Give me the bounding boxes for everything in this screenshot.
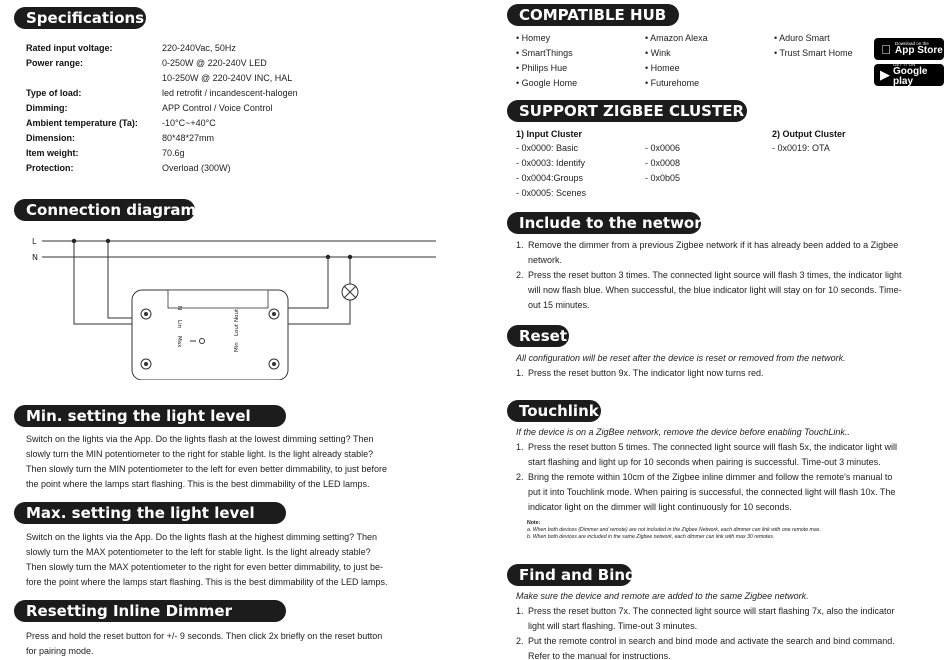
list-line: out 15 minutes. bbox=[528, 300, 590, 310]
hub-item: • Philips Hue bbox=[516, 63, 568, 73]
spec-key: Protection: bbox=[26, 163, 74, 173]
spec-row bbox=[26, 116, 466, 131]
cluster-item: - 0x0003: Identify bbox=[516, 158, 586, 168]
hub-item: • Homee bbox=[645, 63, 680, 73]
list-number: 1. bbox=[516, 442, 524, 452]
text-line: the point where the lamps start flashing. This is the best dimmability of the LED lamps. bbox=[26, 479, 370, 489]
line-l-label: L bbox=[32, 237, 37, 246]
spec-value: 70.6g bbox=[162, 148, 185, 158]
compatible-hub-heading: COMPATIBLE HUB bbox=[507, 4, 679, 26]
list-line: start flashing and light up for 10 seconds when pairing is successful. Time-out 3 minutes. bbox=[528, 457, 881, 467]
text-line: slowly turn the MIN potentiometer to the right for stable light. Is the light already stable? bbox=[26, 449, 374, 459]
spec-key: Dimming: bbox=[26, 103, 68, 113]
specifications-heading: Specifications bbox=[14, 7, 146, 29]
google-play-badge[interactable]: ▶ GET IT ON Google play bbox=[874, 64, 944, 86]
hub-item: • Aduro Smart bbox=[774, 33, 830, 43]
terminal-n-label: N bbox=[176, 306, 182, 311]
terminal-max-label: Max bbox=[176, 336, 182, 348]
cluster-item: - 0x0008 bbox=[645, 158, 681, 168]
terminal-lin-label: Lin bbox=[176, 320, 182, 329]
spec-row bbox=[26, 41, 466, 56]
hub-item: • Google Home bbox=[516, 78, 578, 88]
spec-row bbox=[26, 161, 466, 176]
list-number: 1. bbox=[516, 368, 524, 378]
output-cluster-heading: 2) Output Cluster bbox=[772, 129, 846, 139]
connection-diagram bbox=[28, 230, 468, 380]
find-bind-heading: Find and Bind bbox=[507, 564, 632, 586]
cluster-item: - 0x0004:Groups bbox=[516, 173, 584, 183]
cluster-item: - 0x0006 bbox=[645, 143, 681, 153]
list-number: 1. bbox=[516, 606, 524, 616]
spec-key: Type of load: bbox=[26, 88, 82, 98]
spec-value: 80*48*27mm bbox=[162, 133, 215, 143]
line-n-label: N bbox=[32, 253, 38, 262]
spec-value: 0-250W @ 220-240V LED bbox=[162, 58, 267, 68]
spec-key: Rated input voltage: bbox=[26, 43, 113, 53]
spec-row bbox=[26, 146, 466, 161]
list-line: Press the reset button 5 times. The connected light source will flash 5x, the indicator light will bbox=[528, 442, 898, 452]
spec-row bbox=[26, 56, 466, 71]
touchlink-note: Note: a. When both devices (Dimmer and remote) are not included in the Zigbee Network, each dimmer can link with one remote max. b. When both devices are included in the same Zigbee network, each dimmer can link with max 30 remotes. bbox=[527, 520, 821, 540]
text-line: for pairing mode. bbox=[26, 646, 94, 656]
text-line: Press and hold the reset button for +/- 9 seconds. Then click 2x briefly on the reset button bbox=[26, 631, 383, 641]
list-item bbox=[516, 634, 944, 660]
cluster-item: - 0x0b05 bbox=[645, 173, 681, 183]
google-play-icon: ▶ bbox=[880, 67, 891, 82]
list-line: network. bbox=[528, 255, 563, 265]
spec-row bbox=[26, 71, 466, 86]
hub-item: • SmartThings bbox=[516, 48, 573, 58]
text-line: fore the point where the lamps start flashing. This is the best dimmability of the LED lamps. bbox=[26, 577, 388, 587]
spec-row bbox=[26, 101, 466, 116]
max-setting-heading: Max. setting the light level bbox=[14, 502, 286, 524]
touchlink-steps bbox=[516, 440, 944, 515]
list-line: Put the remote control in search and bind mode and activate the search and bind command. bbox=[528, 636, 895, 646]
spec-value: 220-240Vac, 50Hz bbox=[162, 43, 236, 53]
list-line: Bring the remote within 10cm of the Zigbee inline dimmer and follow the remote's manual to bbox=[528, 472, 893, 482]
spec-row bbox=[26, 86, 466, 101]
zigbee-cluster-heading: SUPPORT ZIGBEE CLUSTER bbox=[507, 100, 747, 122]
text-line: Switch on the lights via the App. Do the lights flash at the highest dimming setting? Then bbox=[26, 532, 378, 542]
reset-intro: All configuration will be reset after the device is reset or removed from the network. bbox=[516, 353, 846, 363]
list-item bbox=[516, 470, 944, 515]
list-line: Refer to the manual for instructions. bbox=[528, 651, 671, 660]
app-store-badge[interactable]: Download on the App Store bbox=[874, 38, 944, 60]
list-line: light will start flashing. Time-out 3 minutes. bbox=[528, 621, 698, 631]
hub-item: • Trust Smart Home bbox=[774, 48, 853, 58]
min-setting-text bbox=[26, 432, 466, 492]
list-item bbox=[516, 268, 944, 313]
spec-key: Item weight: bbox=[26, 148, 79, 158]
spec-key: Power range: bbox=[26, 58, 84, 68]
list-number: 2. bbox=[516, 270, 524, 280]
hub-item: • Futurehome bbox=[645, 78, 700, 88]
max-setting-text bbox=[26, 530, 466, 590]
list-line: Press the reset button 7x. The connected light source will start flashing 7x, also the indicator bbox=[528, 606, 895, 616]
cluster-item: - 0x0019: OTA bbox=[772, 143, 830, 153]
spec-value: led retrofit / incandescent-halogen bbox=[162, 88, 298, 98]
list-line: Remove the dimmer from a previous Zigbee network if it has already been added to a Zigbee bbox=[528, 240, 899, 250]
list-line: Press the reset button 9x. The indicator light now turns red. bbox=[528, 368, 764, 378]
find-bind-steps bbox=[516, 604, 944, 660]
hub-item: • Wink bbox=[645, 48, 671, 58]
list-item bbox=[516, 238, 944, 268]
include-network-heading: Include to the network bbox=[507, 212, 701, 234]
list-item bbox=[516, 604, 944, 634]
spec-row bbox=[26, 131, 466, 146]
spec-value: APP Control / Voice Control bbox=[162, 103, 273, 113]
input-cluster-heading: 1) Input Cluster bbox=[516, 129, 583, 139]
terminal-lout-label: Lout bbox=[234, 324, 240, 336]
text-line: Then slowly turn the MAX potentiometer to the right for even better dimmability, to just be- bbox=[26, 562, 383, 572]
text-line: slowly turn the MAX potentiometer to the left for stable light. Is the light already stable? bbox=[26, 547, 371, 557]
list-line: Press the reset button 3 times. The connected light source will flash 3 times, the indicator light bbox=[528, 270, 902, 280]
terminal-min-label: Min bbox=[234, 342, 240, 352]
list-number: 2. bbox=[516, 472, 524, 482]
spec-value: -10°C~+40°C bbox=[162, 118, 216, 128]
list-item bbox=[516, 366, 944, 381]
terminal-nout-label: Nout bbox=[234, 308, 240, 322]
cluster-item: - 0x0005: Scenes bbox=[516, 188, 587, 198]
spec-key: Ambient temperature (Ta): bbox=[26, 118, 138, 128]
apple-icon bbox=[877, 42, 895, 57]
spec-value: 10-250W @ 220-240V INC, HAL bbox=[162, 73, 293, 83]
list-item bbox=[516, 440, 944, 470]
find-bind-intro: Make sure the device and remote are added to the same Zigbee network. bbox=[516, 591, 809, 601]
list-line: indicator light on the dimmer will light continuously for 10 seconds. bbox=[528, 502, 792, 512]
min-setting-heading: Min. setting the light level bbox=[14, 405, 286, 427]
touchlink-heading: Touchlink bbox=[507, 400, 601, 422]
list-line: will now flash blue. When successful, the blue indicator light will stay on for 10 seconds. Time- bbox=[528, 285, 902, 295]
text-line: Then slowly turn the MIN potentiometer to the left for even better dimmability, to just before bbox=[26, 464, 388, 474]
hub-item: • Homey bbox=[516, 33, 551, 43]
list-line: put it into Touchlink mode. When pairing is successful, the connected light will flash 10x. The bbox=[528, 487, 896, 497]
list-number: 2. bbox=[516, 636, 524, 646]
resetting-heading: Resetting Inline Dimmer bbox=[14, 600, 286, 622]
touchlink-intro: If the device is on a ZigBee network, remove the device before enabling TouchLink.. bbox=[516, 427, 850, 437]
reset-heading: Reset bbox=[507, 325, 569, 347]
connection-diagram-heading: Connection diagram bbox=[14, 199, 195, 221]
list-number: 1. bbox=[516, 240, 524, 250]
resetting-text bbox=[26, 629, 466, 659]
cluster-item: - 0x0000: Basic bbox=[516, 143, 579, 153]
include-network-steps bbox=[516, 238, 944, 313]
reset-steps bbox=[516, 366, 944, 381]
spec-value: Overload (300W) bbox=[162, 163, 231, 173]
text-line: Switch on the lights via the App. Do the lights flash at the lowest dimming setting? Then bbox=[26, 434, 374, 444]
spec-key: Dimension: bbox=[26, 133, 76, 143]
hub-item: • Amazon Alexa bbox=[645, 33, 708, 43]
